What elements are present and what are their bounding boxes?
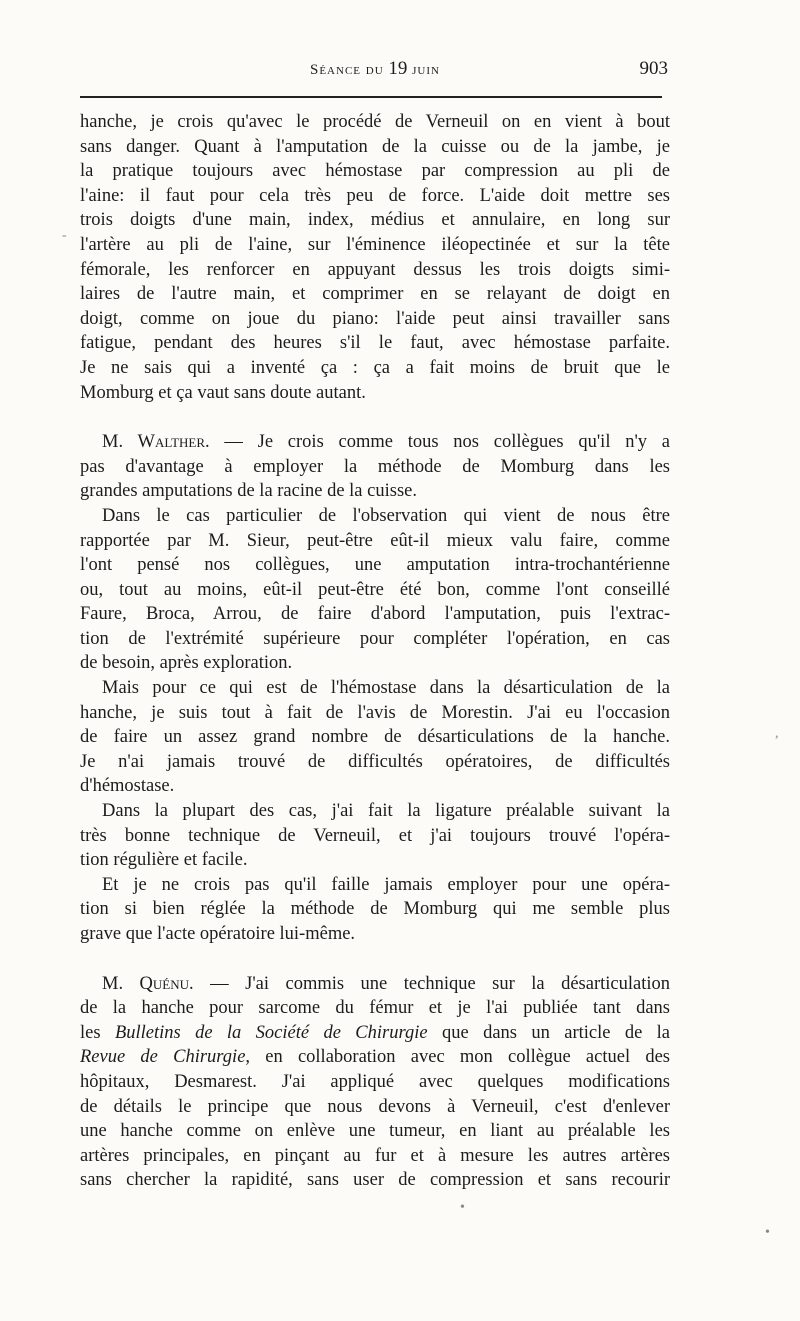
text-line: tion régulière et facile. xyxy=(80,850,248,871)
text-line: l'aine: il faut pour cela très peu de force. L'aide doit mettre ses xyxy=(80,185,670,206)
text-line: hanche, je suis tout à fait de l'avis de Morestin. J'ai eu l'occasion xyxy=(80,702,670,723)
text-line: Faure, Broca, Arrou, de faire d'abord l'amputation, puis l'extrac- xyxy=(80,604,670,625)
text-line: Et je ne crois pas qu'il faille jamais employer pour une opéra- xyxy=(102,874,670,895)
margin-mark: - xyxy=(62,228,67,243)
text-line: la pratique toujours avec hémostase par compression au pli de xyxy=(80,161,670,182)
text-line: M. Walther. — Je crois comme tous nos collègues qu'il n'y a xyxy=(102,432,670,453)
speaker-name: M. Walther. xyxy=(102,432,210,453)
text-line: de la hanche pour sarcome du fémur et je l'ai publiée tant dans xyxy=(80,998,670,1019)
text-line: tion si bien réglée la méthode de Momburg qui me semble plus xyxy=(80,899,670,920)
text-line: Dans la plupart des cas, j'ai fait la ligature préalable suivant la xyxy=(102,801,670,822)
text-line: Dans le cas particulier de l'observation qui vient de nous être xyxy=(102,505,670,526)
running-title-prefix: Séance du xyxy=(310,62,384,78)
text-line: Revue de Chirurgie, en collaboration avec mon collègue actuel des xyxy=(80,1047,670,1068)
paragraph-quenu xyxy=(80,972,670,1193)
text-line: Je n'ai jamais trouvé de difficultés opératoires, de difficultés xyxy=(80,751,670,772)
text-line: Momburg et ça vaut sans doute autant. xyxy=(80,382,366,403)
running-title-month: juin xyxy=(412,62,440,78)
text-line: grave que l'acte opératoire lui-même. xyxy=(80,924,356,944)
margin-mark: • xyxy=(765,1225,770,1240)
text-line: rapportée par M. Sieur, peut-être eût-il mieux valu faire, comme xyxy=(80,530,670,551)
page-number: 903 xyxy=(639,58,668,79)
text-line: ou, tout au moins, eût-il peut-être été bon, comme l'ont conseillé xyxy=(80,579,670,600)
speaker-name: M. Quénu. xyxy=(102,973,194,994)
text-line: doigt, comme on joue du piano: l'aide peut ainsi travailler sans xyxy=(80,308,670,329)
paragraph-3 xyxy=(80,504,670,676)
margin-mark: , xyxy=(775,726,779,741)
header-rule xyxy=(80,96,662,98)
text-line: pas d'avantage à employer la méthode de Momburg dans les xyxy=(80,456,670,477)
text-line: M. Quénu. — J'ai commis une technique sur la désarticulation xyxy=(102,973,670,994)
paragraph-5 xyxy=(80,799,670,873)
text-line: sans danger. Quant à l'amputation de la cuisse ou de la jambe, je xyxy=(80,136,670,157)
text-line: hanche, je crois qu'avec le procédé de Verneuil on en vient à bout xyxy=(80,112,670,132)
text-line: les Bulletins de la Société de Chirurgie que dans un article de la xyxy=(80,1022,671,1043)
paragraph-6 xyxy=(80,873,670,947)
text-line: hôpitaux, Desmarest. J'ai appliqué avec quelques modifications xyxy=(80,1071,670,1092)
text-line: de détails le principe que nous devons à Verneuil, c'est d'enlever xyxy=(80,1096,670,1117)
text-line: l'artère au pli de l'aine, sur l'éminence iléopectinée et sur la tête xyxy=(80,234,670,255)
text-line: tion de l'extrémité supérieure pour compléter l'opération, en cas xyxy=(80,628,670,649)
paragraph-walther xyxy=(80,430,670,504)
margin-mark: • xyxy=(460,1200,465,1215)
text-line: grandes amputations de la racine de la cuisse. xyxy=(80,481,417,502)
text-line: fémorale, les renforcer en appuyant dessus les trois doigts simi- xyxy=(80,259,670,280)
text-line: trois doigts d'une main, index, médius et annulaire, en long sur xyxy=(80,210,670,231)
running-title-day: 19 xyxy=(388,58,408,79)
text-line: artères principales, en pinçant au fur et à mesure les autres artères xyxy=(80,1145,670,1166)
text-line: Mais pour ce qui est de l'hémostase dans la désarticulation de la xyxy=(102,678,670,699)
text-line: de besoin, après exploration. xyxy=(80,653,293,674)
text-line: Je ne sais qui a inventé ça : ça a fait moins de bruit que le xyxy=(80,357,670,378)
text-line: l'ont pensé nos collègues, une amputation intra-trochantérienne xyxy=(80,555,670,576)
body-text xyxy=(80,110,670,1193)
text-line: de faire un assez grand nombre de désarticulations de la hanche. xyxy=(80,727,670,748)
text-line: une hanche comme on enlève une tumeur, en liant au préalable les xyxy=(80,1121,670,1142)
text-line: laires de l'autre main, et comprimer en se relayant de doigt en xyxy=(80,284,670,305)
paragraph-1 xyxy=(80,110,670,405)
text-line: fatigue, pendant des heures s'il le faut, avec hémostase parfaite. xyxy=(80,333,670,354)
text-line: d'hémostase. xyxy=(80,776,175,797)
text-line: très bonne technique de Verneuil, et j'ai toujours trouvé l'opéra- xyxy=(80,825,670,846)
text-line: sans chercher la rapidité, sans user de compression et sans recourir xyxy=(80,1170,670,1191)
journal-title: Revue de Chirurgie xyxy=(80,1047,246,1068)
paragraph-4 xyxy=(80,676,670,799)
journal-title: Bulletins de la Société de Chirurgie xyxy=(114,1022,428,1043)
running-title xyxy=(80,58,670,80)
running-header xyxy=(80,58,670,84)
